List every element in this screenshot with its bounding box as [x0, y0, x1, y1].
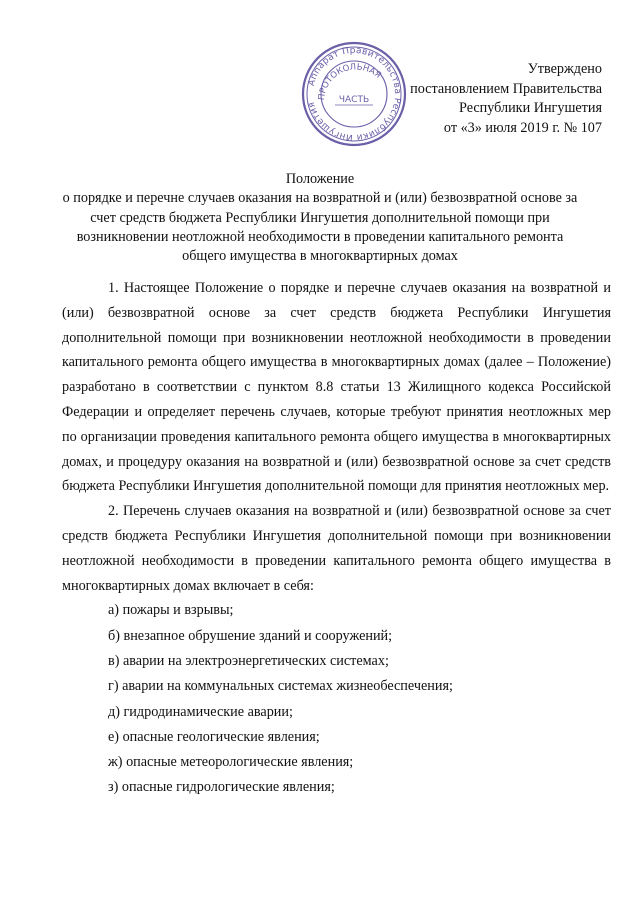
list-item: ж) опасные метеорологические явления; — [108, 754, 354, 771]
title-subtitle-line: общего имущества в многоквартирных домах — [182, 248, 458, 265]
svg-text:ПРОТОКОЛЬНАЯ: ПРОТОКОЛЬНАЯ — [316, 62, 383, 101]
document-body — [62, 276, 611, 801]
svg-text:ЧАСТЬ: ЧАСТЬ — [338, 95, 370, 105]
approval-line: Утверждено — [527, 61, 602, 77]
svg-text:Аппарат Правительства Республи: Аппарат Правительства Республики Ингушетия — [306, 45, 403, 143]
paragraph: 2. Перечень случаев оказания на возвратной и (или) безвозвратной основе за счет средств бюджета Республики Ингушетия дополнительной помощи при возникновении неотложной необходимости в проведении капитального ремонта общего имущества в многоквартирных домах включает в себя: — [62, 503, 611, 594]
list-item: в) аварии на электроэнергетических системах; — [108, 652, 389, 669]
approval-line: постановлением Правительства — [410, 80, 602, 97]
approval-block — [392, 60, 602, 138]
list-item: д) гидродинамические аварии; — [108, 703, 293, 720]
approval-line: Республики Ингушетия — [458, 100, 602, 116]
paragraph: 1. Настоящее Положение о порядке и перечне случаев оказания на возвратной и (или) безвозвратной основе за счет средств бюджета Республики Ингушетия дополнительной помощи при возникновении неотложной необходимости в проведении капитального ремонта общего имущества в многоквартирных домах (далее – Положение) разработано в соответствии с пунктом 8.8 статьи 13 Жилищного кодекса Российской Федерации и определяет перечень случаев, которые требуют принятия неотложных мер по организации проведения капитального ремонта общего имущества в многоквартирных домах, и процедуру оказания на возвратной и (или) безвозвратной основе за счет средств бюджета Республики Ингушетия дополнительной помощи для принятия неотложных мер. — [62, 280, 611, 495]
title-subtitle-line: счет средств бюджета Республики Ингушетия дополнительной помощи при — [90, 209, 550, 226]
list-item: г) аварии на коммунальных системах жизнеобеспечения; — [108, 678, 453, 695]
title-subtitle-line: о порядке и перечне случаев оказания на возвратной и (или) безвозвратной основе за — [62, 190, 578, 207]
list-item: б) внезапное обрушение зданий и сооружений; — [108, 627, 393, 644]
approval-date-line: от «3» июля 2019 г. № 107 — [443, 119, 602, 136]
list-item: а) пожары и взрывы; — [108, 602, 234, 619]
title-subtitle-line: возникновении неотложной необходимости в проведении капитального ремонта — [76, 228, 564, 245]
case-list — [62, 598, 611, 800]
list-item: е) опасные геологические явления; — [108, 728, 320, 745]
list-item: з) опасные гидрологические явления; — [108, 779, 335, 796]
document-title — [40, 170, 600, 266]
title-heading: Положение — [285, 171, 355, 187]
